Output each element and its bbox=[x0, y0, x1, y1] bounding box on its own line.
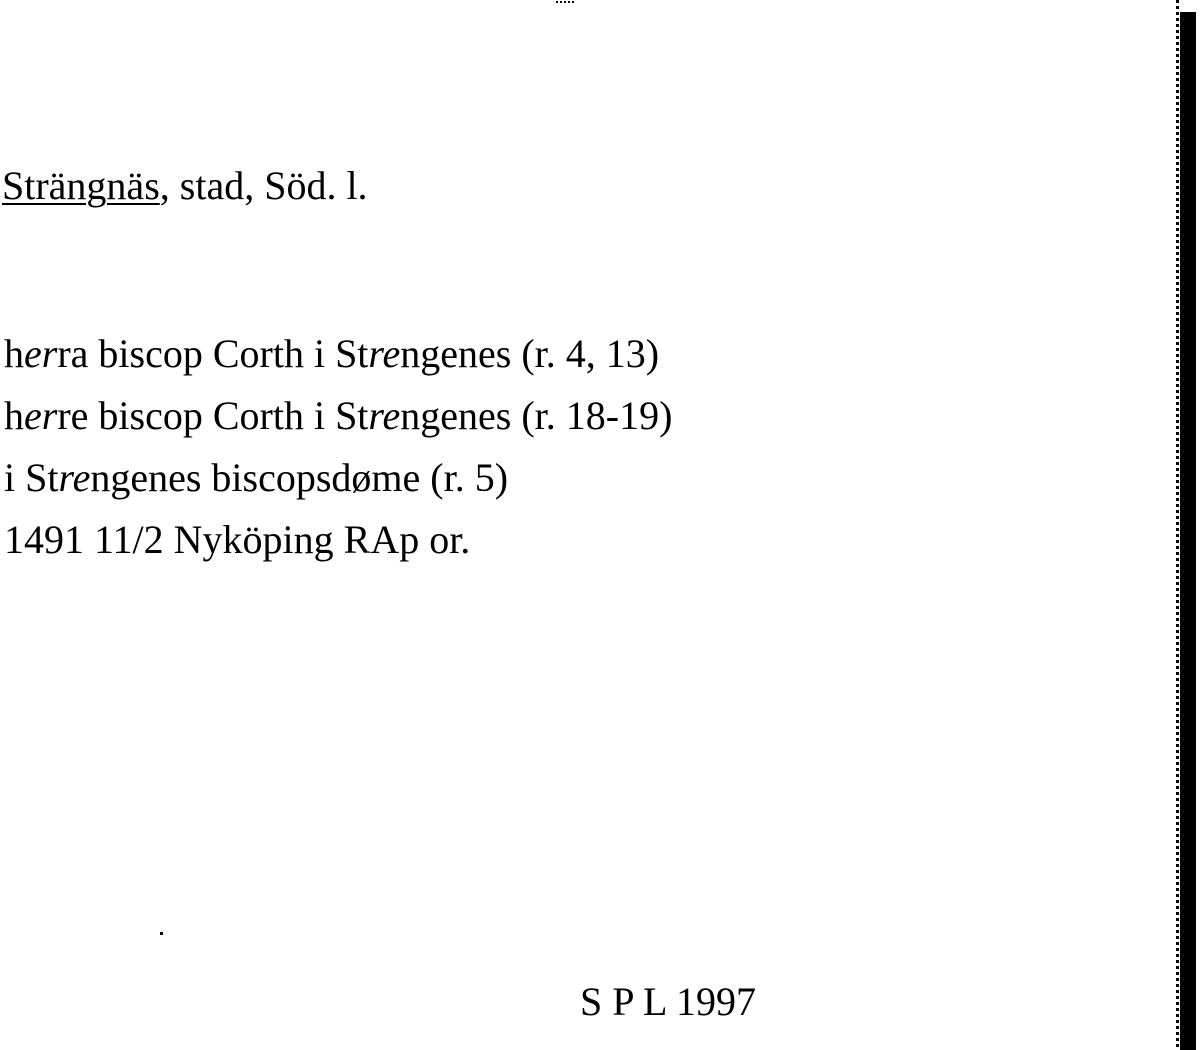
citation-line bbox=[4, 447, 672, 509]
citation-abbreviation: re bbox=[58, 455, 91, 500]
signature: S P L 1997 bbox=[580, 979, 756, 1024]
citation-text: h bbox=[4, 393, 24, 438]
card-edge-shadow bbox=[1176, 0, 1179, 1050]
citation-text: h bbox=[4, 331, 24, 376]
citation-text: ngenes (r. 18-19) bbox=[400, 393, 673, 438]
citation-abbreviation: er bbox=[24, 331, 58, 376]
citation-line bbox=[4, 509, 672, 571]
citation-text: ngenes (r. 4, 13) bbox=[400, 331, 660, 376]
card-heading bbox=[2, 162, 368, 210]
scan-artifact bbox=[160, 932, 163, 935]
citation-text: re biscop Corth i St bbox=[57, 393, 369, 438]
citation-source: 1491 11/2 Nyköping RAp or. bbox=[4, 517, 471, 562]
citation-line bbox=[4, 323, 672, 385]
citation-list bbox=[4, 323, 672, 571]
place-description: , stad, Söd. l. bbox=[159, 163, 368, 208]
scan-artifact bbox=[556, 1, 574, 3]
citation-text: i St bbox=[4, 455, 59, 500]
citation-abbreviation: er bbox=[24, 393, 58, 438]
citation-line bbox=[4, 385, 672, 447]
citation-abbreviation: re bbox=[368, 331, 401, 376]
citation-text: ra biscop Corth i St bbox=[57, 331, 369, 376]
place-name: Strängnäs bbox=[2, 163, 160, 208]
citation-abbreviation: re bbox=[368, 393, 401, 438]
card-edge bbox=[1180, 12, 1196, 1050]
citation-text: ngenes biscopsdøme (r. 5) bbox=[90, 455, 509, 500]
